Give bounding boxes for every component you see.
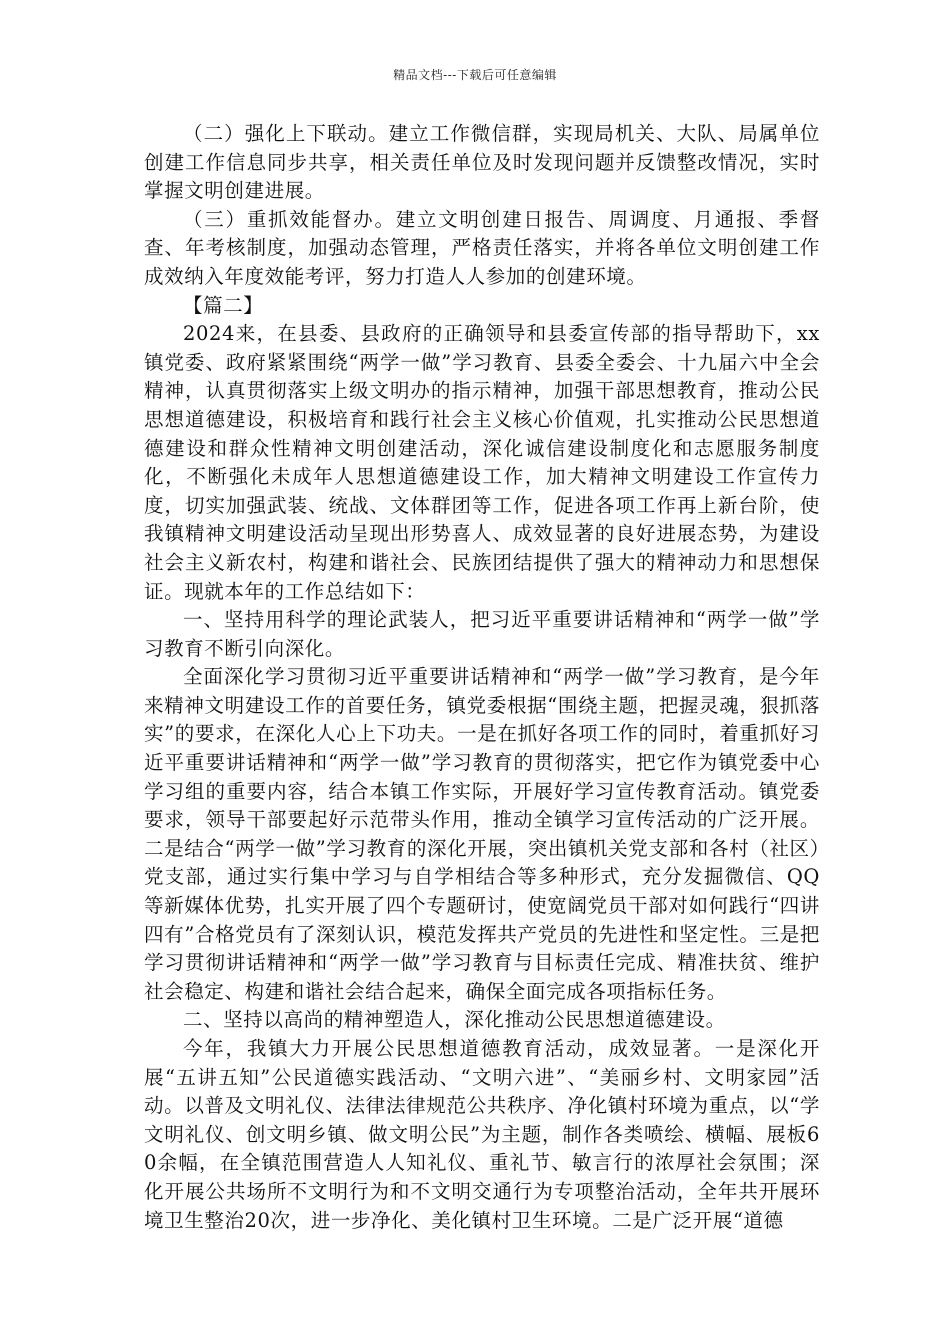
paragraph-linkage: （二）强化上下联动。建立工作微信群，实现局机关、大队、局属单位创建工作信息同步共享，相关责任单位及时发现问题并反馈整改情况，实时掌握文明创建进展。: [144, 122, 820, 203]
paragraph-intro: 2024来，在县委、县政府的正确领导和县委宣传部的指导帮助下，xx镇党委、政府紧紧围绕“两学一做”学习教育、县委全委会、十九届六中全会精神，认真贯彻落实上级文明办的指示精神，加强干部思想教育，推动公民思想道德建设，积极培育和践行社会主义核心价值观，扎实推动公民思想道德建设和群众性精神文明创建活动，深化诚信建设制度化和志愿服务制度化，不断强化未成年人思想道德建设工作，加大精神文明建设工作宣传力度，切实加强武装、统战、文体群团等工作，促进各项工作再上新台阶，使我镇精神文明建设活动呈现出形势喜人、成效显著的良好进展态势，为建设社会主义新农村，构建和谐社会、民族团结提供了强大的精神动力和思想保证。现就本年的工作总结如下：: [144, 322, 820, 603]
paragraph-study: 全面深化学习贯彻习近平重要讲话精神和“两学一做”学习教育，是今年来精神文明建设工作的首要任务，镇党委根据“围绕主题，把握灵魂，狠抓落实”的要求，在深化人心上下功夫。一是在抓好各项工作的同时，着重抓好习近平重要讲话精神和“两学一做”学习教育的贯彻落实，把它作为镇党委中心学习组的重要内容，结合本镇工作实际，开展好学习宣传教育活动。镇党委要求，领导干部要起好示范带头作用，推动全镇学习宣传活动的广泛开展。二是结合“两学一做”学习教育的深化开展，突出镇机关党支部和各村（社区）党支部，通过实行集中学习与自学相结合等多种形式，充分发掘微信、QQ等新媒体优势，扎实开展了四个专题研讨，使宽阔党员干部对如何践行“四讲四有”合格党员有了深刻认识，模范发挥共产党员的先进性和坚定性。三是把学习贯彻讲话精神和“两学一做”学习教育与目标责任完成、精准扶贫、维护社会稳定、构建和谐社会结合起来，确保全面完成各项指标任务。: [144, 665, 820, 1003]
page-header-watermark: 精品文档---下载后可任意编辑: [393, 68, 557, 82]
paragraph-supervision: （三）重抓效能督办。建立文明创建日报告、周调度、月通报、季督查、年考核制度，加强动态管理，严格责任落实，并将各单位文明创建工作成效纳入年度效能考评，努力打造人人参加的创建环境。: [144, 207, 820, 288]
heading-two: 二、坚持以高尚的精神塑造人，深化推动公民思想道德建设。: [183, 1008, 726, 1032]
heading-one: 一、坚持用科学的理论武装人，把习近平重要讲话精神和“两学一做”学习教育不断引向深化。: [144, 608, 820, 660]
paragraph-morality: 今年，我镇大力开展公民思想道德教育活动，成效显著。一是深化开展“五讲五知”公民道德实践活动、“文明六进”、“美丽乡村、文明家园”活动。以普及文明礼仪、法律法律规范公共秩序、净化镇村环境为重点，以“学文明礼仪、创文明乡镇、做文明公民”为主题，制作各类喷绘、横幅、展板60余幅，在全镇范围营造人人知礼仪、重礼节、敏言行的浓厚社会氛围；深化开展公共场所不文明行为和不文明交通行为专项整治活动，全年共开展环境卫生整治20次，进一步净化、美化镇村卫生环境。二是广泛开展“道德: [144, 1037, 820, 1232]
document-body: [144, 120, 820, 1235]
section-heading-part-two: 【篇二】: [183, 293, 264, 317]
